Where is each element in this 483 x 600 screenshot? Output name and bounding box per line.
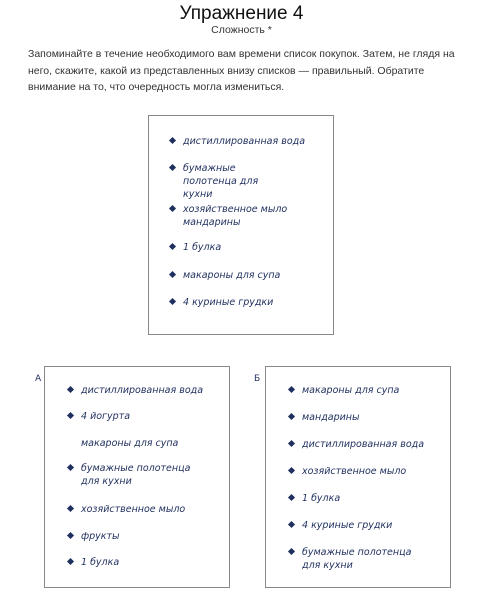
list-item-text: мандарины <box>302 412 360 423</box>
list-item-text: бумажные полотенца для кухни <box>302 547 412 571</box>
list-item-text: 1 булка <box>183 242 222 253</box>
list-item-text: хозяйственное мыло <box>81 504 186 515</box>
list-item <box>289 384 446 397</box>
difficulty-label: Сложность * <box>211 24 272 36</box>
list-item <box>289 465 446 478</box>
list-item <box>289 411 446 424</box>
list-item <box>68 530 225 543</box>
list-item <box>170 269 329 282</box>
list-item <box>170 296 329 309</box>
list-item-text: 4 йогурта <box>81 411 131 422</box>
list-item-text: 4 куриные грудки <box>183 297 274 308</box>
list-item-text: дистиллированная вода <box>183 136 306 147</box>
list-item-text: бумажные полотенца для кухни <box>81 463 191 487</box>
list-item <box>289 492 446 505</box>
list-item-text: хозяйственное мыло мандарины <box>183 204 288 228</box>
list-item <box>68 556 225 569</box>
list-item-text: макароны для супа <box>183 270 281 281</box>
list-item <box>289 546 413 572</box>
instructions-text: Запоминайте в течение необходимого вам времени список покупок. Затем, не глядя на него, скажите, какой из представленных внизу списков — правильный. Обратите внимание на то, что очередность могла измениться. <box>28 48 455 93</box>
list-item <box>170 203 296 229</box>
option-a-card <box>44 366 230 588</box>
list-item-text: макароны для супа <box>302 385 400 396</box>
exercise-title: Упражнение 4 <box>179 3 304 24</box>
list-item <box>289 519 446 532</box>
option-b-letter: Б <box>254 374 261 384</box>
list-item-text: бумажные полотенца для кухни <box>183 163 259 200</box>
list-item-text: дистиллированная вода <box>81 385 204 396</box>
original-list-card <box>148 115 334 335</box>
list-item-text: 1 булка <box>302 493 341 504</box>
list-item <box>68 437 225 450</box>
option-a-letter: А <box>35 374 42 384</box>
list-item-text: 4 куриные грудки <box>302 520 393 531</box>
list-item <box>289 438 446 451</box>
list-item <box>68 503 225 516</box>
list-item-text: 1 булка <box>81 557 120 568</box>
list-item <box>68 410 225 423</box>
list-item-text: фрукты <box>81 531 120 542</box>
list-item <box>170 162 290 201</box>
list-item-text: макароны для супа <box>81 438 179 449</box>
list-item <box>170 241 329 254</box>
list-item-text: хозяйственное мыло <box>302 466 407 477</box>
list-item <box>68 462 192 488</box>
list-item-text: дистиллированная вода <box>302 439 425 450</box>
list-item <box>170 135 329 148</box>
list-item <box>68 384 225 397</box>
option-b-card <box>265 366 451 588</box>
